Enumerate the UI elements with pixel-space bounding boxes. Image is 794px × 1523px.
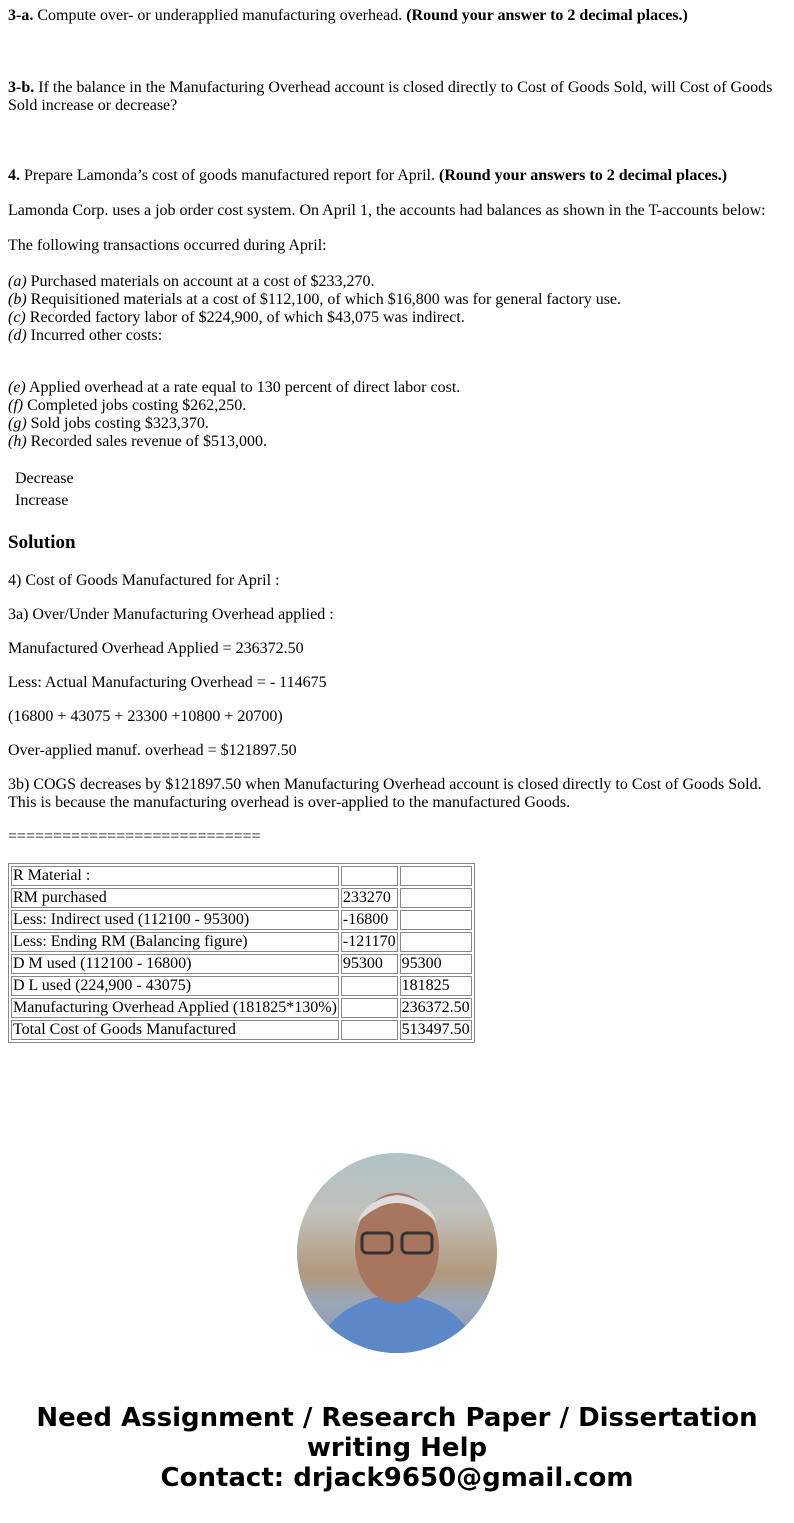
table-cell: -16800	[341, 910, 398, 930]
table-cell: Less: Indirect used (112100 - 95300)	[11, 910, 339, 930]
transaction: (a) Purchased materials on account at a cost of $233,270.	[8, 273, 375, 290]
table-cell: 181825	[400, 976, 472, 996]
solution-line: 3a) Over/Under Manufacturing Overhead applied :	[8, 606, 334, 623]
table-cell	[400, 866, 472, 886]
q-note: (Round your answer to 2 decimal places.)	[406, 7, 688, 24]
transaction: (g) Sold jobs costing $323,370.	[8, 415, 209, 432]
q-text: Prepare Lamonda’s cost of goods manufactured report for April.	[20, 167, 439, 184]
table-row	[11, 976, 472, 996]
table-cell: 513497.50	[401, 1021, 470, 1038]
solution-line: (16800 + 43075 + 23300 +10800 + 20700)	[8, 708, 283, 725]
transactions-list-1	[8, 273, 780, 345]
table-cell: R Material :	[11, 866, 339, 886]
solution-heading: Solution	[8, 532, 76, 553]
solution-line: Manufactured Overhead Applied = 236372.50	[8, 640, 304, 657]
q-text: Compute over- or underapplied manufacturing overhead.	[33, 7, 407, 24]
transaction: (c) Recorded factory labor of $224,900, of which $43,075 was indirect.	[8, 309, 465, 326]
solution-line: 4) Cost of Goods Manufactured for April :	[8, 572, 280, 589]
table-cell: 95300	[341, 954, 398, 974]
transaction: (e) Applied overhead at a rate equal to 130 percent of direct labor cost.	[8, 379, 461, 396]
table-cell	[341, 998, 398, 1018]
table-cell	[341, 1020, 398, 1040]
solution-3b: 3b) COGS decreases by $121897.50 when Manufacturing Overhead account is closed directly to Cost of Goods Sold. This is because the manufacturing overhead is over-applied to the manufactured Goods.	[8, 776, 762, 811]
table-cell: 233270	[341, 888, 398, 908]
q-note: (Round your answers to 2 decimal places.)	[438, 167, 728, 184]
table-row	[11, 932, 472, 952]
table-cell: Less: Ending RM (Balancing figure)	[11, 932, 339, 952]
q-label: 3-b.	[8, 79, 35, 96]
option-increase[interactable]: Increase	[15, 492, 69, 509]
transaction: (h) Recorded sales revenue of $513,000.	[8, 433, 268, 450]
table-row	[11, 998, 472, 1018]
question-4	[8, 167, 780, 185]
transaction: (f) Completed jobs costing $262,250.	[8, 397, 247, 414]
table-cell: D L used (224,900 - 43075)	[11, 976, 339, 996]
footer-line: Need Assignment / Research Paper / Dissertation writing Help	[36, 1403, 758, 1463]
q-label: 3-a.	[8, 7, 34, 24]
q-label: 4.	[8, 167, 20, 184]
table-row	[11, 954, 472, 974]
question-3a	[8, 7, 780, 25]
table-cell: 95300	[400, 954, 472, 974]
option-decrease[interactable]: Decrease	[15, 470, 74, 487]
table-row	[11, 888, 472, 908]
footer-ad	[0, 1403, 794, 1493]
footer-contact: Contact: drjack9650@gmail.com	[160, 1463, 634, 1493]
q-text: If the balance in the Manufacturing Overhead account is closed directly to Cost of Goods Sold, will Cost of Goods Sold increase or decrease?	[8, 79, 773, 114]
transactions-intro: The following transactions occurred during April:	[8, 237, 327, 254]
table-cell	[341, 976, 398, 996]
table-cell: 236372.50	[401, 999, 470, 1016]
table-row	[11, 1020, 472, 1040]
intro: Lamonda Corp. uses a job order cost system. On April 1, the accounts had balances as shown in the T-accounts below:	[8, 202, 766, 219]
question-3b	[8, 79, 780, 115]
table-cell	[400, 932, 472, 952]
author-photo	[297, 1153, 497, 1353]
table-cell: Manufacturing Overhead Applied (181825*130%)	[13, 999, 337, 1016]
table-cell: D M used (112100 - 16800)	[11, 954, 339, 974]
table-cell: -121170	[342, 933, 396, 950]
table-cell	[400, 910, 472, 930]
transaction: (d) Incurred other costs:	[8, 327, 163, 344]
table-cell	[400, 888, 472, 908]
transaction: (b) Requisitioned materials at a cost of $112,100, of which $16,800 was for general factory use.	[8, 291, 622, 308]
table-row	[11, 910, 472, 930]
cogm-table	[8, 863, 475, 1043]
table-cell: Total Cost of Goods Manufactured	[11, 1020, 339, 1040]
solution-line: Over-applied manuf. overhead = $121897.50	[8, 742, 297, 759]
solution-line: Less: Actual Manufacturing Overhead = - 114675	[8, 674, 327, 691]
transactions-list-2	[8, 379, 780, 451]
table-cell	[341, 866, 398, 886]
table-cell: RM purchased	[11, 888, 339, 908]
separator: ============================	[8, 828, 261, 845]
table-row	[11, 866, 472, 886]
